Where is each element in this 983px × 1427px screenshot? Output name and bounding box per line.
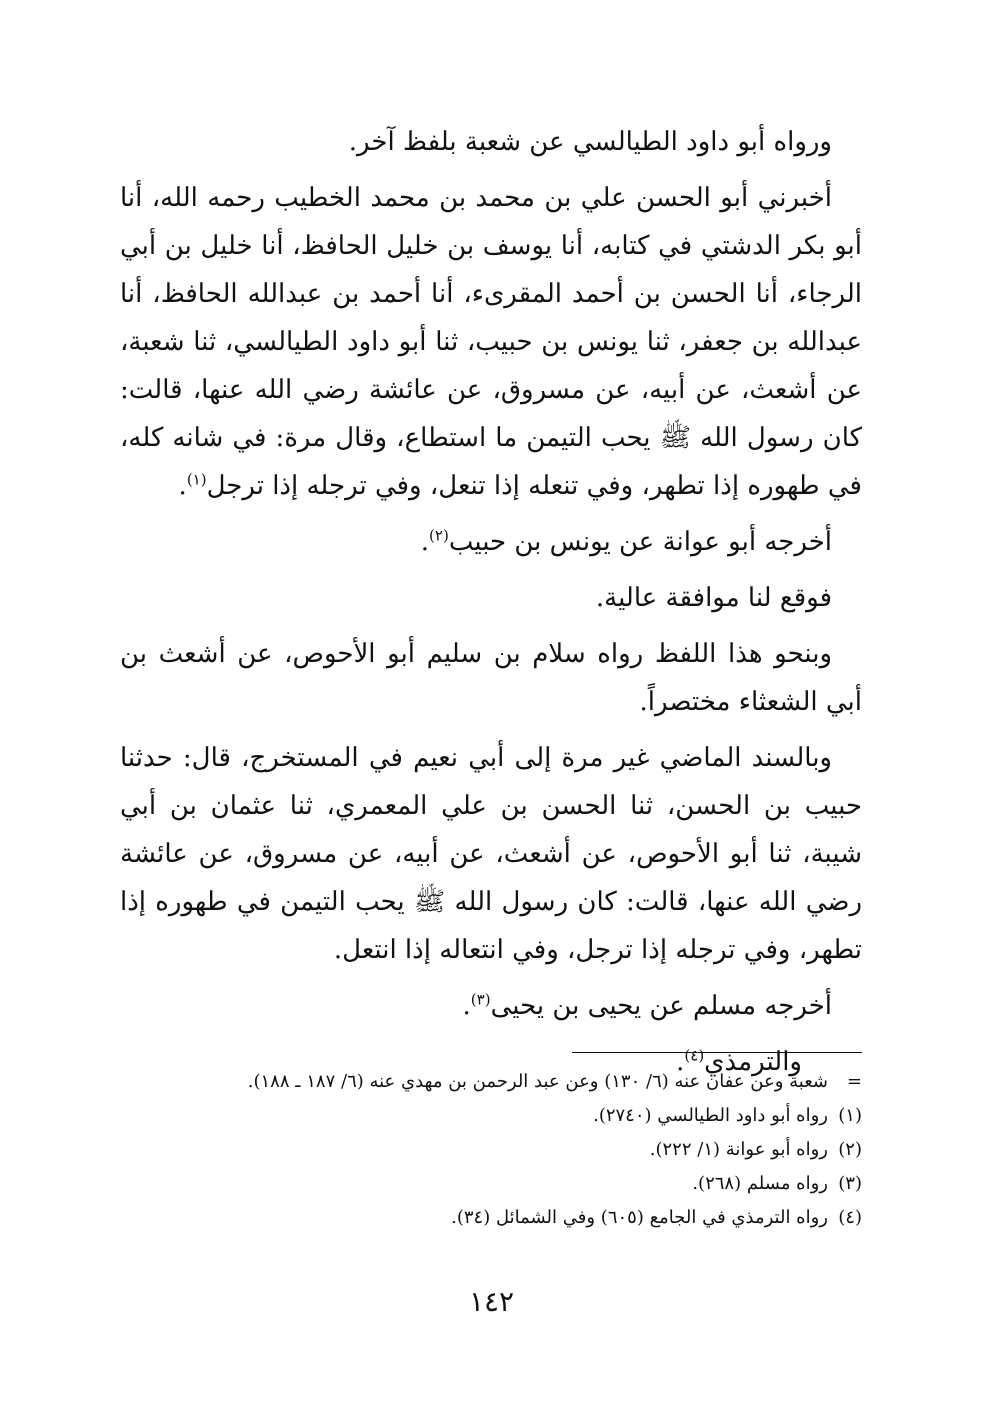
footnote-ref-4[interactable]: (٤) — [684, 1046, 705, 1065]
paragraph-6: وبالسند الماضي غير مرة إلى أبي نعيم في المستخرج، قال: حدثنا حبيب بن الحسن، ثنا الحسن بن علي المعمري، ثنا عثمان بن أبي شيبة، ثنا أبو الأحوص، عن أشعث، عن أبيه، عن مسروق، عن عائشة رضي الله عنها، قالت: كان رسول الله ﷺ يحب التيمن في طهوره إذا تطهر، وفي ترجله إذا ترجل، وفي انتعاله إذا انتعل. — [120, 743, 862, 965]
footnote-marker: (٢) — [838, 1139, 862, 1160]
paragraph-8: والترمذي$^{(٤)}$. — [676, 1046, 802, 1077]
paragraph-5: وبنحو هذا اللفظ رواه سلام بن سليم أبو الأحوص، عن أشعث بن أبي الشعثاء مختصراً. — [120, 639, 862, 717]
footnote-4: (٤)رواه الترمذي في الجامع (٦٠٥) وفي الشمائل (٣٤). — [120, 1201, 862, 1235]
footnote-marker: (٣) — [838, 1173, 862, 1194]
footnote-ref-2[interactable]: (٢) — [429, 526, 449, 545]
footnotes-section — [120, 1052, 862, 1235]
footnote-3: (٣)رواه مسلم (٢٦٨). — [120, 1167, 862, 1201]
main-text — [120, 118, 862, 1094]
paragraph-1: ورواه أبو داود الطيالسي عن شعبة بلفظ آخر. — [348, 127, 832, 157]
paragraph-3: أخرجه أبو عوانة عن يونس بن حبيب$^{(٢)}$. — [420, 526, 832, 557]
paragraph-4: فوقع لنا موافقة عالية. — [595, 583, 832, 613]
footnote-ref-1[interactable]: (١) — [186, 470, 207, 489]
paragraph-7: أخرجه مسلم عن يحيى بن يحيى$^{(٣)}$. — [462, 990, 832, 1021]
footnote-2: (٢)رواه أبو عوانة (١/ ٢٢٢). — [120, 1133, 862, 1167]
footnote-continued: =شعبة وعن عفان عنه (٦/ ١٣٠) وعن عبد الرحمن بن مهدي عنه (٦/ ١٨٧ ـ ١٨٨). — [120, 1065, 862, 1099]
page-number: ١٤٢ — [468, 1285, 515, 1318]
paragraph-2: أخبرني أبو الحسن علي بن محمد بن محمد الخطيب رحمه الله، أنا أبو بكر الدشتي في كتابه، أنا يوسف بن خليل الحافظ، أنا خليل بن أبي الرجاء، أنا الحسن بن أحمد المقرىء، أنا أحمد بن عبدالله الحافظ، أنا عبدالله بن جعفر، ثنا يونس بن حبيب، ثنا أبو داود الطيالسي، ثنا شعبة، عن أشعث، عن أبيه، عن مسروق، عن عائشة رضي الله عنها، قالت: كان رسول الله ﷺ يحب التيمن ما استطاع، وقال مرة: في شانه كله، في طهوره إذا تطهر، وفي تنعله إذا تنعل، وفي ترجله إذا ترجل$^{(١)}$. — [120, 183, 862, 501]
footnote-marker: (١) — [838, 1105, 862, 1126]
footnote-divider — [572, 1052, 862, 1053]
footnote-marker: (٤) — [838, 1207, 862, 1228]
footnote-marker: = — [846, 1071, 862, 1092]
footnote-ref-3[interactable]: (٣) — [470, 990, 491, 1009]
footnote-1: (١)رواه أبو داود الطيالسي (٢٧٤٠). — [120, 1099, 862, 1133]
